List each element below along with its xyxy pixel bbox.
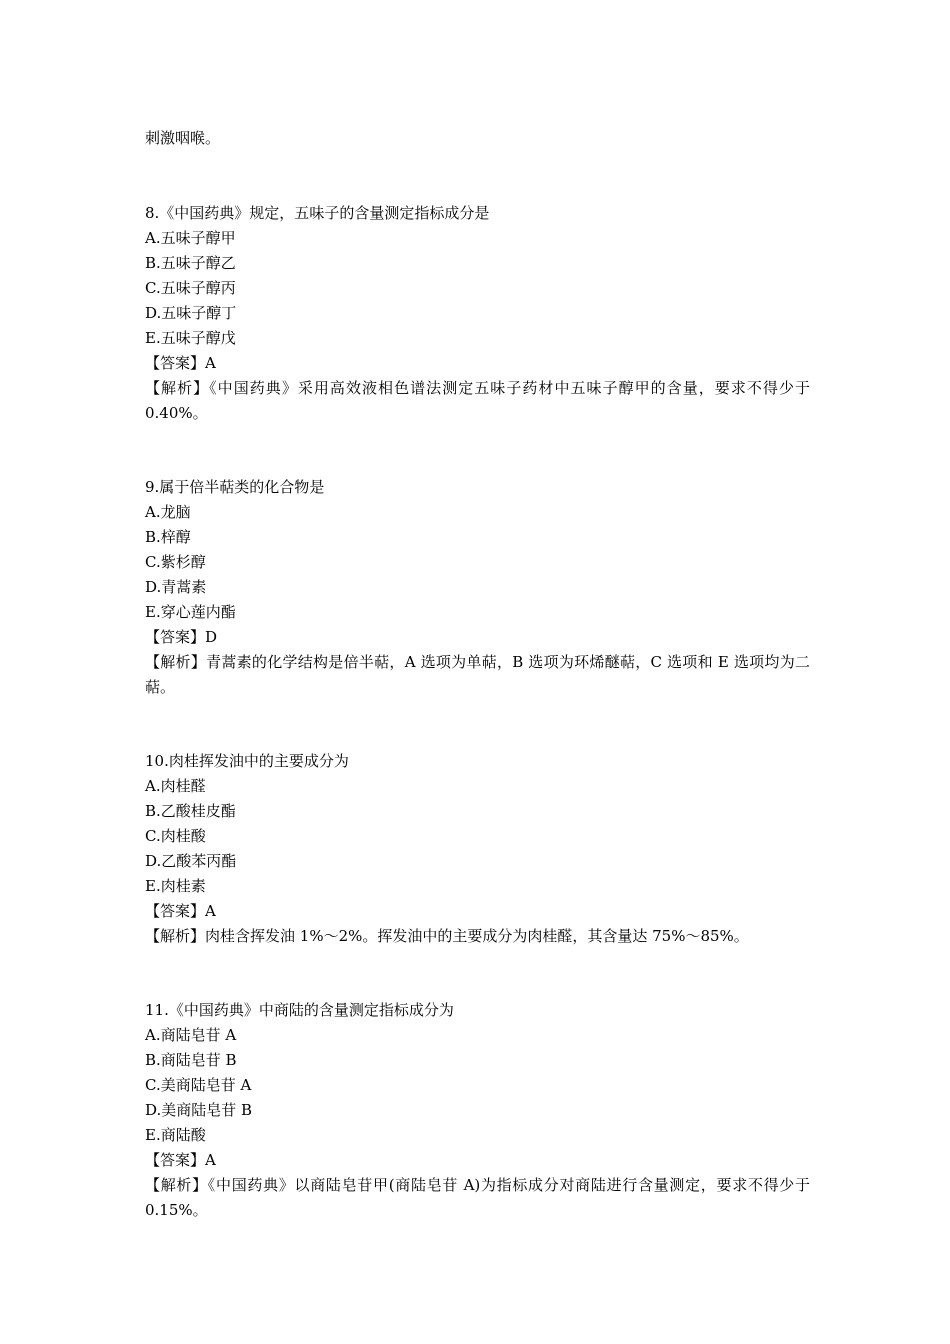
option-a: A.肉桂醛 [145,777,206,795]
option-d: D.乙酸苯丙酯 [145,852,237,870]
option-c: C.紫杉醇 [145,553,206,571]
option-d: D.青蒿素 [145,578,207,596]
option-b: B.商陆皂苷 B [145,1051,237,1069]
answer: 【答案】D [145,628,218,646]
spacer [145,426,810,475]
analysis: 【解析】《中国药典》采用高效液相色谱法测定五味子药材中五味子醇甲的含量，要求不得少于 0.40%。 [145,379,810,422]
option-c: C.肉桂酸 [145,827,206,845]
option-e: E.商陆酸 [145,1126,206,1144]
option-c: C.五味子醇丙 [145,279,236,297]
option-e: E.穿心莲内酯 [145,603,236,621]
analysis: 【解析】肉桂含挥发油 1%～2%。挥发油中的主要成分为肉桂醛，其含量达 75%～85%。 [145,927,749,945]
option-b: B.五味子醇乙 [145,254,236,272]
option-e: E.五味子醇戊 [145,329,236,347]
spacer [145,949,810,998]
question-stem: 10.肉桂挥发油中的主要成分为 [145,752,349,770]
option-b: B.乙酸桂皮酯 [145,802,236,820]
question-stem: 11.《中国药典》中商陆的含量测定指标成分为 [145,1001,454,1019]
option-d: D.美商陆皂苷 B [145,1101,253,1119]
answer: 【答案】A [145,902,216,920]
option-b: B.梓醇 [145,528,191,546]
question-block [145,998,810,1223]
spacer [145,151,810,201]
option-e: E.肉桂素 [145,877,206,895]
option-d: D.五味子醇丁 [145,304,237,322]
answer: 【答案】A [145,1151,216,1169]
option-a: A.龙脑 [145,503,191,521]
answer: 【答案】A [145,354,216,372]
question-block [145,475,810,700]
option-a: A.商陆皂苷 A [145,1026,237,1044]
document-content [145,126,810,1223]
intro-text: 刺激咽喉。 [145,129,221,147]
question-block [145,749,810,949]
option-c: C.美商陆皂苷 A [145,1076,252,1094]
question-stem: 8.《中国药典》规定，五味子的含量测定指标成分是 [145,204,490,222]
question-stem: 9.属于倍半萜类的化合物是 [145,478,325,496]
option-a: A.五味子醇甲 [145,229,236,247]
spacer [145,700,810,749]
analysis: 【解析】《中国药典》以商陆皂苷甲(商陆皂苷 A)为指标成分对商陆进行含量测定，要求不得少于 0.15%。 [145,1176,810,1219]
question-block [145,201,810,426]
analysis: 【解析】青蒿素的化学结构是倍半萜，A 选项为单萜，B 选项为环烯醚萜，C 选项和 E 选项均为二萜。 [145,653,810,696]
